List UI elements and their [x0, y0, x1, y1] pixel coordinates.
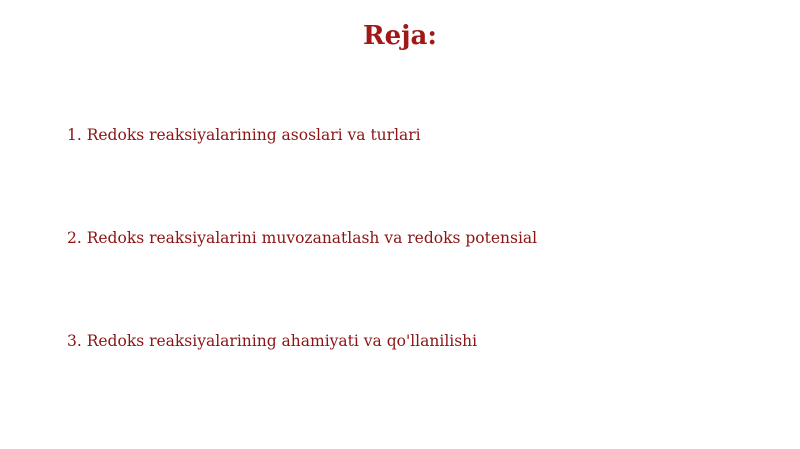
- plan-item-2: 2. Redoks reaksiyalarini muvozanatlash va redoks potensial: [67, 229, 538, 247]
- plan-item-1: 1. Redoks reaksiyalarining asoslari va turlari: [67, 126, 421, 144]
- slide-title: Reja:: [362, 21, 437, 51]
- plan-item-3: 3. Redoks reaksiyalarining ahamiyati va qo'llanilishi: [67, 332, 478, 350]
